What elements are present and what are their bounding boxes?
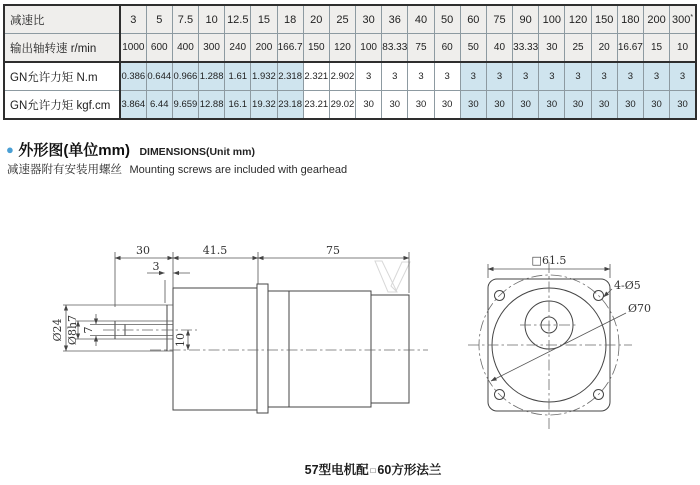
value-cell: 3 [356,62,382,91]
value-cell: 5 [146,5,172,34]
value-cell: 100 [539,5,565,34]
value-cell: 30 [539,34,565,63]
value-cell: 30 [356,5,382,34]
value-cell: 16.67 [617,34,643,63]
note-en: Mounting screws are included with gearhead [129,164,348,176]
value-cell: 30 [434,91,460,120]
value-cell: 2.902 [329,62,355,91]
value-cell: 90 [513,5,539,34]
value-cell: 120 [565,5,591,34]
front-view-dim-labels [532,254,651,315]
value-cell: 40 [408,5,434,34]
row-label: GN允许力矩 N.m [4,62,120,91]
value-cell: 30 [670,91,696,120]
value-cell: 3 [408,62,434,91]
value-cell: 3 [591,62,617,91]
caption-part1: 57型电机配 [304,463,369,477]
value-cell: 23.18 [277,91,303,120]
value-cell: 1000 [120,34,146,63]
value-cell: 25 [565,34,591,63]
value-cell: 150 [591,5,617,34]
value-cell: 0.386 [120,62,146,91]
value-cell: 10 [670,34,696,63]
value-cell: 12.5 [225,5,251,34]
value-cell: 300 [199,34,225,63]
dim-label-4-dia5: 4-Ø5 [614,279,641,292]
value-cell: 23.21 [303,91,329,120]
value-cell: 12.88 [199,91,225,120]
side-view-centerlines [103,330,428,350]
value-cell: 60 [434,34,460,63]
value-cell: 200 [251,34,277,63]
value-cell: 30 [486,91,512,120]
value-cell: 166.7 [277,34,303,63]
dim-label-3: 3 [152,260,160,273]
row-label: 减速比 [4,5,120,34]
value-cell: 1.932 [251,62,277,91]
drawing-caption [278,460,468,478]
front-view-centerlines [468,262,632,432]
value-cell: 3 [434,62,460,91]
value-cell: 36 [382,5,408,34]
value-cell: 30 [565,91,591,120]
value-cell: 2.318 [277,62,303,91]
value-cell: 83.33 [382,34,408,63]
value-cell: 3 [565,62,591,91]
side-view-dim-labels [51,244,340,347]
value-cell: 2.321 [303,62,329,91]
value-cell: 3 [513,62,539,91]
value-cell: 30 [408,91,434,120]
section-title-cn: 外形图(单位mm) [18,142,130,159]
value-cell: 30 [382,91,408,120]
value-cell: 3 [617,62,643,91]
value-cell: 9.659 [172,91,198,120]
caption-square-glyph: □ [370,466,376,475]
dim-label-41-5: 41.5 [202,244,228,257]
value-cell: 20 [303,5,329,34]
value-cell: 40 [486,34,512,63]
dim-label-dia70: Ø70 [628,302,652,315]
value-cell: 0.644 [146,62,172,91]
value-cell: 0.966 [172,62,198,91]
value-cell: 6.44 [146,91,172,120]
value-cell: 150 [303,34,329,63]
value-cell: 15 [643,34,669,63]
value-cell: 75 [408,34,434,63]
value-cell: 33.33 [513,34,539,63]
caption-part2: 60方形法兰 [377,463,442,477]
value-cell: 50 [460,34,486,63]
value-cell: 18 [277,5,303,34]
value-cell: 100 [356,34,382,63]
value-cell: 600 [146,34,172,63]
value-cell: 200 [643,5,669,34]
value-cell: 120 [329,34,355,63]
value-cell: 25 [329,5,355,34]
watermark-v [375,261,410,292]
value-cell: 30 [513,91,539,120]
value-cell: 19.32 [251,91,277,120]
value-cell: 15 [251,5,277,34]
value-cell: 20 [591,34,617,63]
value-cell: 300* [670,5,696,34]
value-cell: 30 [356,91,382,120]
note-cn: 减速器附有安装用螺丝 [7,164,122,176]
value-cell: 3 [460,62,486,91]
dim-label-dia8h7: Ø8h7 [66,314,79,346]
dim-label-75: 75 [326,244,340,257]
dim-label-10: 10 [174,333,187,347]
value-cell: 50 [434,5,460,34]
value-cell: 7.5 [172,5,198,34]
value-cell: 16.1 [225,91,251,120]
dim-label-30: 30 [136,244,150,257]
dim-label-dia24: Ø24 [51,318,64,342]
row-label: 输出轴转速 r/min [4,34,120,63]
value-cell: 29.02 [329,91,355,120]
section-title-en: DIMENSIONS(Unit mm) [139,146,255,158]
value-cell: 30 [591,91,617,120]
dim-label-7: 7 [82,326,95,334]
dim-label-sq61-5: □61.5 [531,254,567,267]
value-cell: 3 [120,5,146,34]
value-cell: 3 [539,62,565,91]
value-cell: 30 [643,91,669,120]
value-cell: 3 [643,62,669,91]
value-cell: 30 [539,91,565,120]
value-cell: 240 [225,34,251,63]
value-cell: 3 [670,62,696,91]
value-cell: 1.61 [225,62,251,91]
value-cell: 180 [617,5,643,34]
value-cell: 10 [199,5,225,34]
value-cell: 400 [172,34,198,63]
side-view-dimensions [66,252,409,351]
value-cell: 1.288 [199,62,225,91]
value-cell: 75 [486,5,512,34]
value-cell: 3.864 [120,91,146,120]
value-cell: 60 [460,5,486,34]
value-cell: 30 [617,91,643,120]
value-cell: 3 [382,62,408,91]
bullet-icon: ● [6,142,14,157]
value-cell: 30 [460,91,486,120]
row-label: GN允许力矩 kgf.cm [4,91,120,120]
value-cell: 3 [486,62,512,91]
